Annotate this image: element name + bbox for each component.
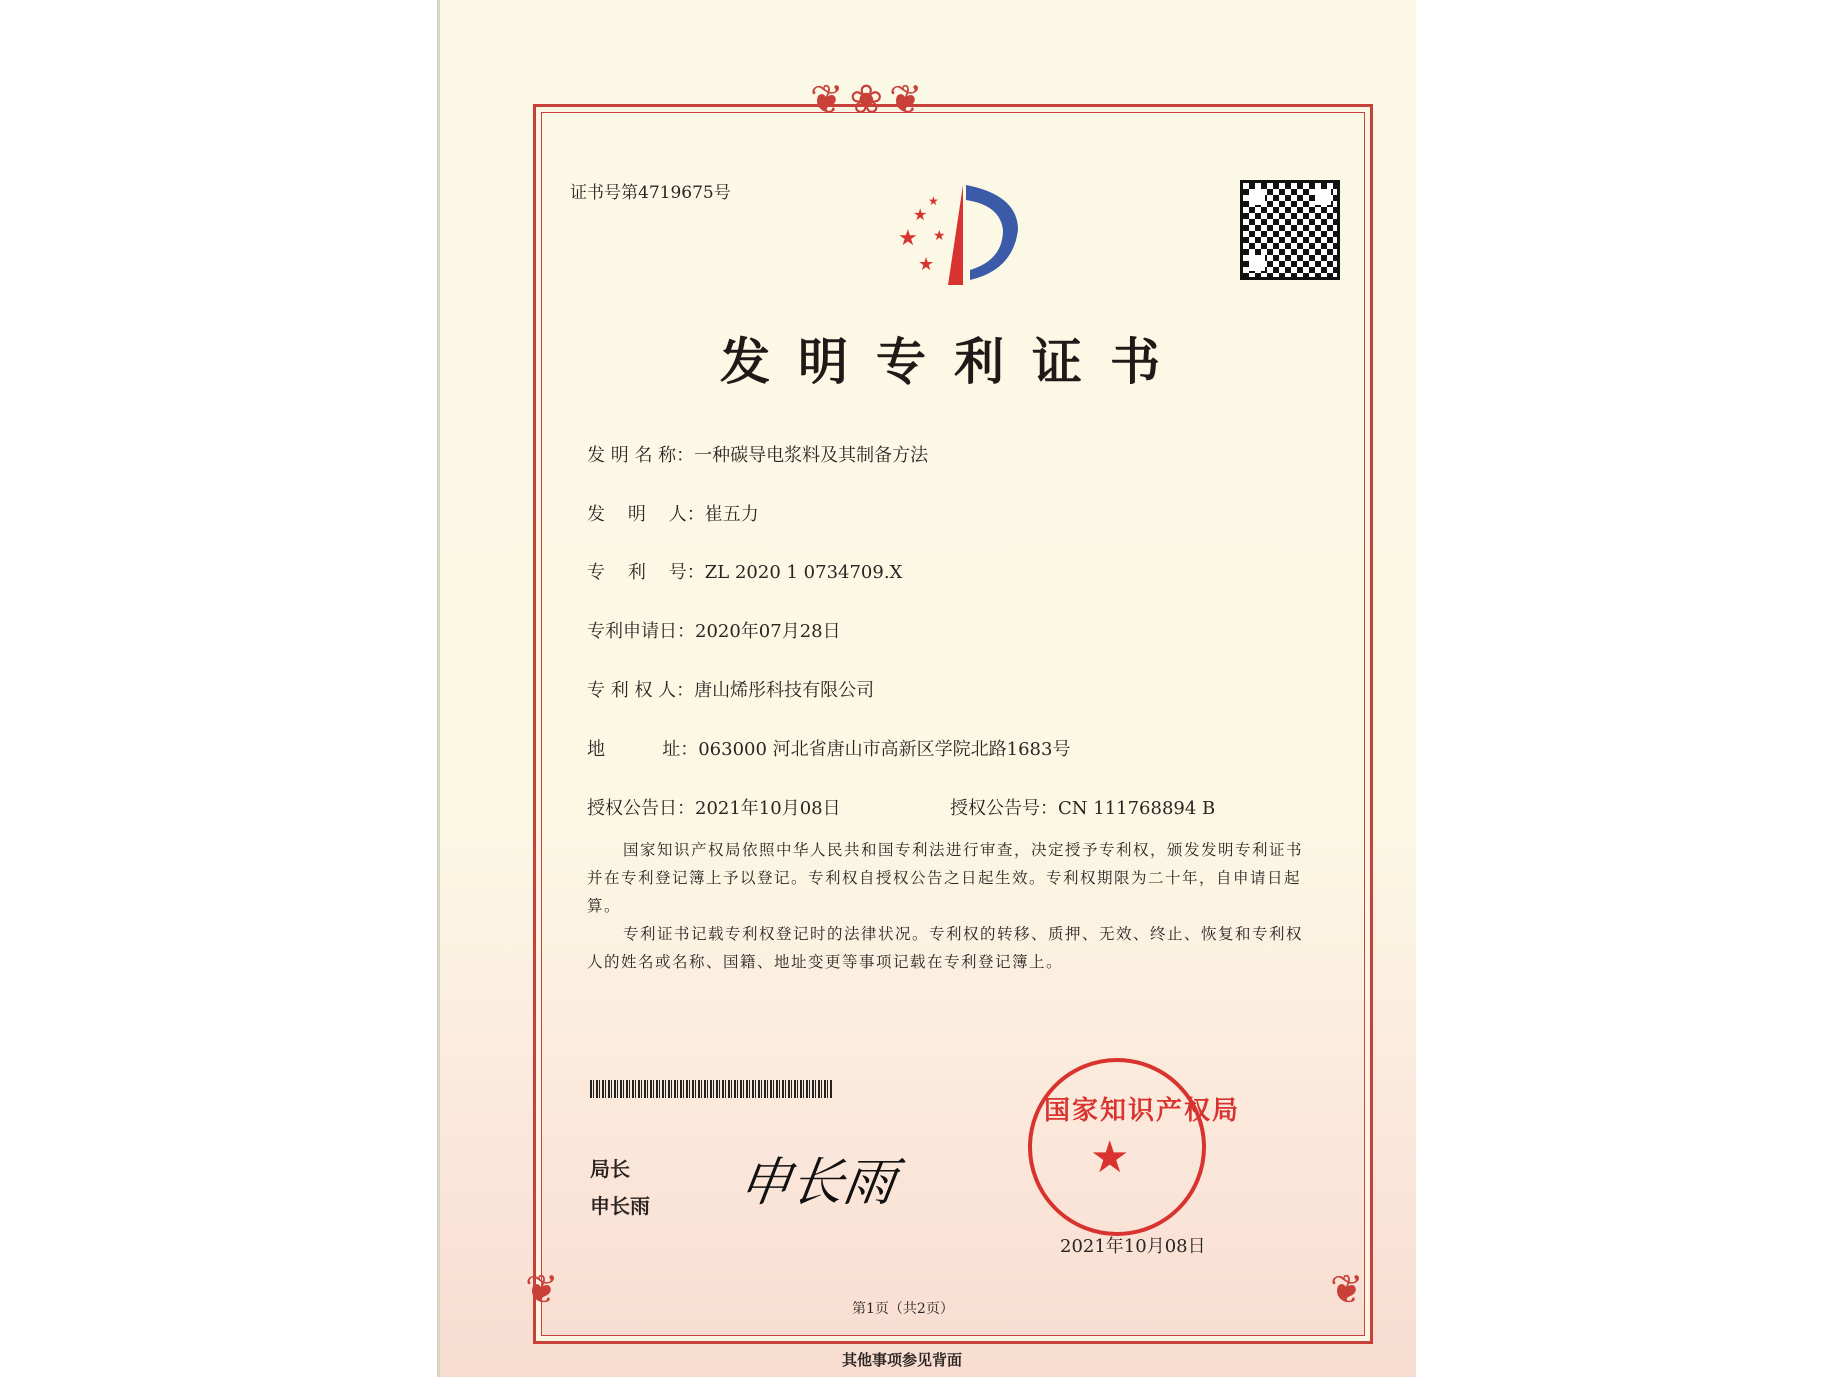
certificate-title: 发明专利证书 <box>720 332 1188 391</box>
back-note: 其他事项参见背面 <box>842 1351 963 1369</box>
field-announcement-number <box>950 794 1215 820</box>
field-value: 唐山烯彤科技有限公司 <box>694 680 875 701</box>
svg-text:★: ★ <box>918 254 935 275</box>
field-label: 专 利 号： <box>587 562 705 583</box>
seal-text: 国家知识产权局 <box>1044 1096 1241 1126</box>
field-value: ZL 2020 1 0734709.X <box>704 562 903 583</box>
field-inventor <box>587 500 759 526</box>
field-application-date <box>587 617 841 643</box>
field-value: CN 111768894 B <box>1058 798 1216 819</box>
national-emblem-icon: ★ <box>1090 1132 1130 1183</box>
svg-text:★: ★ <box>933 228 946 244</box>
field-value: 2020年07月28日 <box>695 621 841 642</box>
official-seal <box>1028 1058 1241 1236</box>
cnipa-logo-icon <box>878 175 1023 290</box>
svg-text:★: ★ <box>928 194 939 208</box>
field-value: 一种碳导电浆料及其制备方法 <box>694 445 929 466</box>
field-invention-name <box>587 441 928 467</box>
director-title: 局长 <box>590 1157 630 1181</box>
corner-ornament-icon: ❦ <box>1330 1267 1364 1313</box>
svg-text:★: ★ <box>913 205 928 224</box>
field-label: 专 利 权 人： <box>587 680 695 701</box>
signature: 申长雨 <box>735 1153 900 1213</box>
field-value: 063000 河北省唐山市高新区学院北路1683号 <box>698 739 1071 760</box>
barcode <box>590 1080 832 1098</box>
seal-date: 2021年10月08日 <box>1060 1236 1206 1257</box>
field-label: 发 明 名 称： <box>587 445 695 466</box>
field-label: 授权公告号： <box>950 798 1058 819</box>
field-label: 发 明 人： <box>587 504 705 525</box>
field-label: 授权公告日： <box>587 798 695 819</box>
statement-paragraph: 国家知识产权局依照中华人民共和国专利法进行审查，决定授予专利权，颁发发明专利证书并在专利登记簿上予以登记。专利权自授权公告之日起生效。专利权期限为二十年，自申请日起算。 <box>587 841 1304 915</box>
field-patentee <box>587 676 874 702</box>
field-address <box>587 735 1070 761</box>
field-label: 地 址： <box>587 739 699 760</box>
corner-ornament-icon: ❦ <box>525 1267 559 1313</box>
field-value: 崔五力 <box>704 504 759 525</box>
field-label: 专利申请日： <box>587 621 695 642</box>
certificate-number: 证书号第4719675号 <box>570 183 731 203</box>
field-grant-date <box>587 794 841 820</box>
top-ornament-icon: ❦❀❦ <box>810 77 929 123</box>
svg-text:★: ★ <box>898 226 918 251</box>
qr-code <box>1240 180 1340 280</box>
director-name: 申长雨 <box>590 1194 650 1218</box>
field-value: 2021年10月08日 <box>695 798 841 819</box>
statement-paragraph: 专利证书记载专利权登记时的法律状况。专利权的转移、质押、无效、终止、恢复和专利权人的姓名或名称、国籍、地址变更等事项记载在专利登记簿上。 <box>587 925 1304 971</box>
field-patent-number <box>587 558 902 584</box>
decorative-border <box>533 104 1373 1344</box>
page-info: 第1页（共2页） <box>852 1301 954 1317</box>
